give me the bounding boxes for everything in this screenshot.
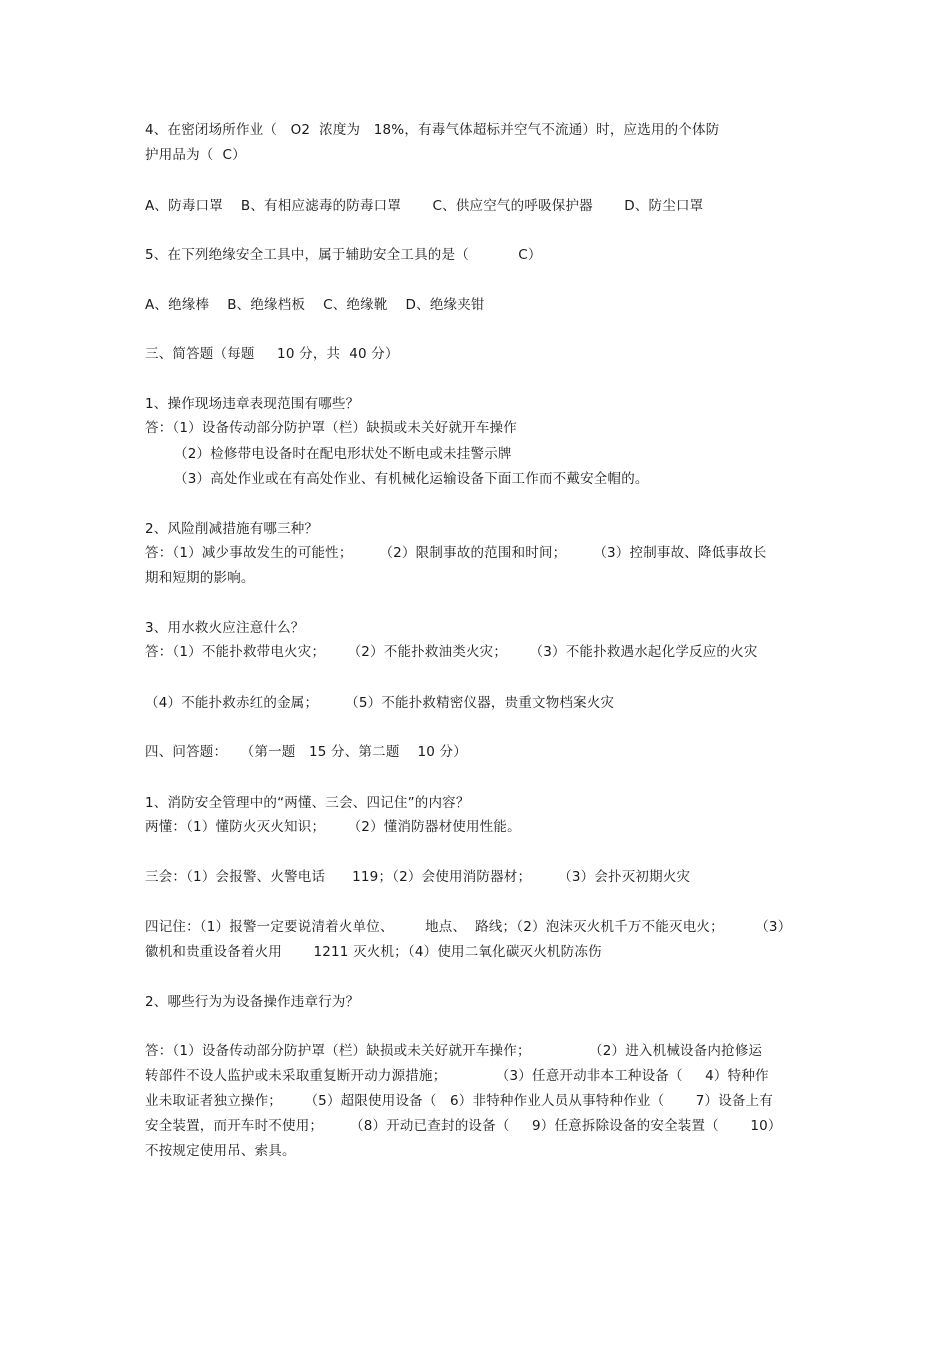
s3-q3-question: 3、用水救火应注意什么？ xyxy=(145,620,305,636)
s4-q2-answer-line5: 不按规定使用吊、索具。 xyxy=(145,1143,296,1159)
s3-q2-question: 2、风险削减措施有哪三种？ xyxy=(145,521,319,537)
section-3-heading: 三、简答题（每题 10 分，共 40 分） xyxy=(145,346,399,362)
s4-q2-answer-line4: 安全装置，而开车时不使用； （8）开动已查封的设备（ 9）任意拆除设备的安全装置（ 10） xyxy=(145,1118,782,1134)
s4-q1-four-remember-line1: 四记住：（1）报警一定要说清着火单位、 地点、 路线；（2）泡沫灭火机千万不能灭电火； （3） xyxy=(145,919,792,935)
s3-q3-answer-line1: 答：（1）不能扑救带电火灾； （2）不能扑救油类火灾； （3）不能扑救遇水起化学反应的火灾 xyxy=(145,644,758,660)
q4-options: A、防毒口罩 B、有相应滤毒的防毒口罩 C、供应空气的呼吸保护器 D、防尘口罩 xyxy=(145,198,704,214)
q4-text-line2: 护用品为（ C） xyxy=(145,147,246,163)
s3-q1-answer-2: （2）检修带电设备时在配电形状处不断电或未挂警示牌 xyxy=(174,446,512,462)
q5-text: 5、在下列绝缘安全工具中，属于辅助安全工具的是（ C） xyxy=(145,247,542,263)
s4-q2-question: 2、哪些行为为设备操作违章行为？ xyxy=(145,994,360,1010)
s4-q2-answer-line1: 答：（1）设备传动部分防护罩（栏）缺损或未关好就开车操作； （2）进入机械设备内抢修运 xyxy=(145,1043,763,1059)
section-4-heading: 四、问答题： （第一题 15 分、第二题 10 分） xyxy=(145,744,467,760)
s4-q1-three-can: 三会：（1）会报警、火警电话 119；（2）会使用消防器材； （3）会扑灭初期火灾 xyxy=(145,869,691,885)
s3-q3-answer-line2: （4）不能扑救赤红的金属； （5）不能扑救精密仪器，贵重文物档案火灾 xyxy=(145,695,615,711)
s4-q1-two-understand: 两懂：（1）懂防火灭火知识； （2）懂消防器材使用性能。 xyxy=(145,819,521,835)
s4-q1-four-remember-line2: 徽机和贵重设备着火用 1211 灭火机；（4）使用二氧化碳灭火机防冻伤 xyxy=(145,944,602,960)
s3-q2-answer-line1: 答：（1）减少事故发生的可能性； （2）限制事故的范围和时间； （3）控制事故、降低事故长 xyxy=(145,545,767,561)
s3-q2-answer-line2: 期和短期的影响。 xyxy=(145,570,255,586)
q5-options: A、绝缘棒 B、绝缘档板 C、绝缘靴 D、绝缘夹钳 xyxy=(145,297,485,313)
s4-q2-answer-line2: 转部件不设人监护或未采取重复断开动力源措施； （3）任意开动非本工种设备（ 4）特种作 xyxy=(145,1068,769,1084)
s3-q1-answer-1: 答：（1）设备传动部分防护罩（栏）缺损或未关好就开车操作 xyxy=(145,420,517,436)
s4-q1-question: 1、消防安全管理中的“两懂、三会、四记住”的内容？ xyxy=(145,795,470,811)
s3-q1-answer-3: （3）高处作业或在有高处作业、有机械化运输设备下面工作而不戴安全帽的。 xyxy=(174,471,649,487)
s4-q2-answer-line3: 业未取证者独立操作； （5）超限使用设备（ 6）非特种作业人员从事特种作业（ 7）设备上有 xyxy=(145,1093,774,1109)
q4-text-line1: 4、在密闭场所作业（ O2 浓度为 18%，有毒气体超标并空气不流通）时，应选用的个体防 xyxy=(145,122,720,138)
s3-q1-question: 1、操作现场违章表现范围有哪些？ xyxy=(145,396,360,412)
